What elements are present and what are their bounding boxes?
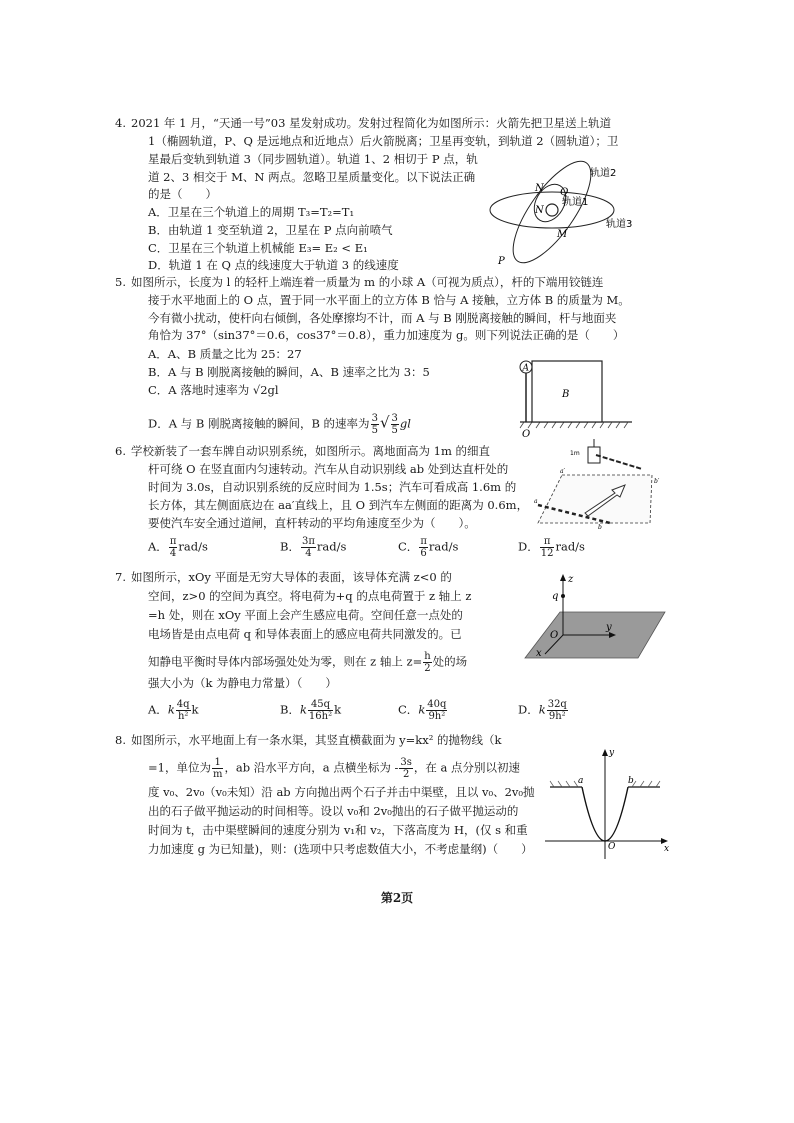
q4-line: 1（椭圆轨道，P、Q 是远地点和近地点）后火箭脱离；卫星再变轨，到轨道 2（圆轨道）；卫 <box>148 134 619 148</box>
q7-line: 如图所示，xOy 平面是无穷大导体的表面，该导体充满 z<0 的 <box>131 570 452 584</box>
q5-line: 今有微小扰动，使杆向右倾倒，各处摩擦均不计，而 A 与 B 刚脱离接触的瞬间，杆与地面夹 <box>148 311 617 325</box>
q6-line: 杆可绕 O 在竖直面内匀速转动。汽车从自动识别线 ab 处到达直杆处的 <box>148 462 509 476</box>
q5-option-b: B．A 与 B 刚脱离接触的瞬间，A、B 速率之比为 3：5 <box>148 365 430 379</box>
figure-label: b <box>628 776 634 786</box>
q6-option-c: C． $\frac{\pi}{6}$ rad/s <box>398 536 459 559</box>
figure-label: O <box>522 429 531 440</box>
q6-line: 长方体，其左侧面底边在 aa′直线上，且 O 到汽车左侧面的距离为 0.6m， <box>148 498 529 512</box>
q4-line: 的是（ ） <box>148 187 217 201</box>
orbit-label: N <box>535 183 544 194</box>
fraction: $\frac{1}{m}$ <box>212 757 223 780</box>
q4-option-d: D．轨道 1 在 Q 点的线速度大于轨道 3 的线速度 <box>148 258 399 272</box>
figure-label: b <box>598 524 602 530</box>
q6-option-d: D． $\frac{\pi}{12}$ rad/s <box>518 536 585 559</box>
q7-line: 空间，z>0 的空间为真空。将电荷为+q 的点电荷置于 z 轴上 z <box>148 589 472 603</box>
figure-label: 1m <box>570 450 580 457</box>
q8-line: 出的石子做平抛运动的时间相等。设以 v₀和 2v₀抛出的石子做平抛运动的 <box>148 804 519 818</box>
fraction: $\frac{3s}{2}$ <box>400 757 412 780</box>
q4-line: 道 2、3 相交于 M、N 两点。忽略卫星质量变化。以下说法正确 <box>148 170 476 184</box>
orbit-label: 轨道2 <box>590 168 617 179</box>
conductor-plane-diagram <box>520 572 670 664</box>
figure-label: B <box>562 389 570 400</box>
figure-label: b′ <box>654 478 660 485</box>
figure-label: a′ <box>560 468 565 475</box>
figure-label: O <box>608 842 616 852</box>
q5-option-d-text: D．A 与 B 刚脱离接触的瞬间，B 的速率为 <box>148 416 370 431</box>
figure-label: z <box>568 574 574 585</box>
q6-option-b: B． $\frac{3\pi}{4}$ rad/s <box>280 536 347 559</box>
figure-label: a <box>578 776 584 786</box>
q8-line: 如图所示，水平地面上有一条水渠，其竖直横截面为 y=kx² 的抛物线（k <box>131 733 502 747</box>
q4-number: 4. <box>115 116 126 130</box>
q7-number: 7. <box>115 570 126 584</box>
q6-line: 要使汽车安全通过道闸，直杆转动的平均角速度至少为（ ）。 <box>148 516 476 530</box>
figure-label: q <box>552 591 559 602</box>
orbit-label: P <box>498 256 505 267</box>
q5-option-a: A．A、B 质量之比为 25：27 <box>148 347 302 361</box>
orbit-label: Q <box>560 187 569 198</box>
orbit-label: 轨道1 <box>562 197 589 208</box>
q4-option-b: B．由轨道 1 变至轨道 2，卫星在 P 点向前喷气 <box>148 223 393 237</box>
q7-option-a: A．k $\frac{4q}{\text{h²}}$ k <box>148 699 199 722</box>
gate-diagram <box>530 435 670 530</box>
q7-option-b: B．k $\frac{45q}{\text{16h²}}$ k <box>280 699 342 722</box>
q7-line: =h 处，则在 xOy 平面上会产生感应电荷。空间任意一点处的 <box>148 608 463 622</box>
q4-line: 星最后变轨到轨道 3（同步圆轨道）。轨道 1、2 相切于 P 点，轨 <box>148 152 478 166</box>
q6-line: 学校新装了一套车牌自动识别系统，如图所示。离地面高为 1m 的细直 <box>131 444 491 458</box>
orbit-label: N <box>535 205 544 216</box>
q8-line: 时间为 t，击中渠壁瞬间的速度分别为 v₁和 v₂，下落高度为 H，(仅 s 和重 <box>148 823 528 837</box>
q4-option-a: A．卫星在三个轨道上的周期 T₃=T₂=T₁ <box>148 205 355 219</box>
q6-number: 6. <box>115 444 126 458</box>
figure-label: x <box>664 844 670 854</box>
fraction: $\frac{h}{2}$ <box>424 651 431 674</box>
parabola-channel-diagram <box>540 745 675 865</box>
q5-line: 接于水平地面上的 O 点，置于同一水平面上的立方体 B 恰与 A 接触，立方体 B 的质量为 M。 <box>148 293 630 307</box>
figure-label: y <box>609 748 615 758</box>
orbit-label: 轨道3 <box>606 219 633 230</box>
fraction: $\frac{3}{5}$ <box>391 413 398 436</box>
figure-label: y <box>606 622 612 633</box>
q6-line: 时间为 3.0s，自动识别系统的反应时间为 1.5s；汽车可看成高 1.6m 的 <box>148 480 517 494</box>
q7-line-with-fraction: 知静电平衡时导体内部场强处处为零，则在 z 轴上 z= $\frac{h}{2}$ 处的场 <box>148 651 468 674</box>
orbit-label: M <box>557 229 568 240</box>
q8-line-with-fractions: =1，单位为 $\frac{1}{m}$ ，ab 沿水平方向，a 点横坐标为 - $\frac{3s}{2}$ ，在 a 点分别以初速 <box>148 757 521 780</box>
q7-option-d: D．k $\frac{32q}{\text{9h²}}$ <box>518 699 567 722</box>
fraction: $\frac{3}{5}$ <box>371 413 378 436</box>
q6-option-a: A． $\frac{\pi}{4}$ rad/s <box>148 536 208 559</box>
q5-option-d: D．A 与 B 刚脱离接触的瞬间，B 的速率为 $\frac{3}{5}$ √ $\frac{3}{5}$ gl <box>148 413 411 436</box>
figure-label: O <box>550 630 559 641</box>
q4-line: 2021 年 1 月，“天通一号”03 星发射成功。发射过程简化为如图所示：火箭先把卫星送上轨道 <box>131 116 612 130</box>
q8-line: 力加速度 g 为已知量)，则：(选项中只考虑数值大小，不考虑量纲)（ ） <box>148 842 533 856</box>
q5-line: 如图所示，长度为 l 的轻杆上端连着一质量为 m 的小球 A（可视为质点），杆的下端用铰链连 <box>131 275 604 289</box>
figure-label: A <box>522 363 529 374</box>
page-number: 第2页 <box>380 891 414 905</box>
rod-block-diagram <box>510 355 640 440</box>
orbit-diagram <box>480 160 650 270</box>
q5-number: 5. <box>115 275 126 289</box>
q7-option-c: C．k $\frac{40q}{\text{9h²}}$ <box>398 699 447 722</box>
q4-option-c: C．卫星在三个轨道上机械能 E₃= E₂ < E₁ <box>148 241 368 255</box>
figure-label: x <box>536 648 542 659</box>
q5-option-c: C．A 落地时速率为 √2gl <box>148 383 279 397</box>
q5-line: 角恰为 37°（sin37°＝0.6，cos37°＝0.8），重力加速度为 g。则下列说法正确的是（ ） <box>148 328 625 342</box>
q8-number: 8. <box>115 733 126 747</box>
q7-line: 强大小为（k 为静电力常量）（ ） <box>148 676 337 690</box>
figure-label: a <box>534 498 538 505</box>
q8-line: 度 v₀、2v₀（v₀未知）沿 ab 方向抛出两个石子并击中渠壁，且以 v₀、2v₀抛 <box>148 785 535 799</box>
q7-line: 电场皆是由点电荷 q 和导体表面上的感应电荷共同激发的。已 <box>148 627 462 641</box>
